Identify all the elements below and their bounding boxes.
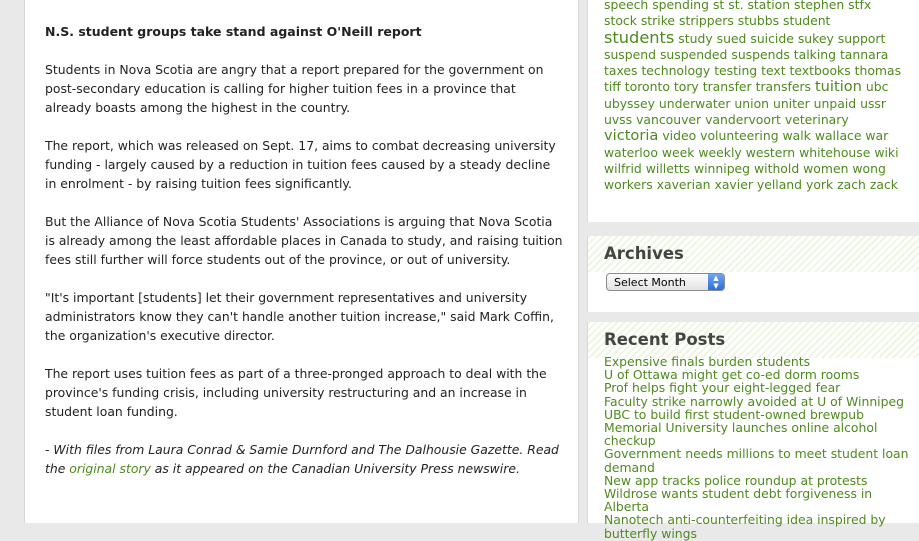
- recent-post-link[interactable]: Memorial University launches online alcohol checkup: [604, 420, 878, 449]
- tag-link[interactable]: suspended: [659, 46, 728, 62]
- recent-post-link[interactable]: Expensive finals burden students: [604, 354, 811, 369]
- recent-posts-panel: [587, 322, 919, 541]
- tag-link[interactable]: suspends: [731, 46, 790, 62]
- tag-link[interactable]: wallace: [814, 128, 862, 144]
- article-title: N.S. student groups take stand against O'Neill report: [45, 24, 422, 39]
- tag-link[interactable]: union: [734, 95, 770, 111]
- recent-posts-header: [588, 322, 919, 358]
- tag-link[interactable]: york: [805, 177, 834, 193]
- tag-link[interactable]: wong: [852, 160, 886, 176]
- tag-link[interactable]: western: [745, 144, 796, 160]
- tag-link[interactable]: xavier: [714, 177, 753, 193]
- tag-link[interactable]: unpaid: [813, 95, 857, 111]
- tag-link[interactable]: strippers: [679, 13, 734, 29]
- archives-month-select[interactable]: [606, 273, 725, 291]
- tag-link[interactable]: zack: [869, 177, 898, 193]
- tag-link[interactable]: wiki: [874, 144, 899, 160]
- original-story-link[interactable]: original story: [69, 461, 151, 476]
- tag-link[interactable]: st: [712, 0, 725, 12]
- tag-link[interactable]: technology: [641, 63, 711, 79]
- tag-link[interactable]: support: [837, 30, 886, 46]
- tag-link[interactable]: speech: [604, 0, 649, 12]
- tag-link[interactable]: victoria: [604, 127, 659, 145]
- tag-link[interactable]: taxes: [604, 63, 638, 79]
- tag-link[interactable]: waterloo: [604, 144, 658, 160]
- tag-link[interactable]: text: [761, 63, 786, 79]
- sidebar: [587, 0, 919, 541]
- tag-link[interactable]: withold: [754, 160, 800, 176]
- tag-link[interactable]: st. station: [728, 0, 791, 12]
- recent-post-link[interactable]: Government needs millions to meet student loan demand: [604, 446, 909, 475]
- tag-link[interactable]: video: [662, 128, 697, 144]
- tag-link[interactable]: thomas: [854, 63, 902, 79]
- tag-link[interactable]: transfers: [755, 79, 811, 95]
- tag-link[interactable]: transfer: [702, 79, 752, 95]
- tag-link[interactable]: spending: [652, 0, 710, 12]
- tag-link[interactable]: tuition: [814, 78, 862, 96]
- tag-link[interactable]: tannara: [839, 46, 889, 62]
- tag-cloud: [604, 0, 904, 194]
- tag-link[interactable]: uvss: [604, 112, 633, 128]
- tag-link[interactable]: toronto: [624, 79, 670, 95]
- archives-panel: [587, 236, 919, 312]
- tag-link[interactable]: stubbs: [737, 13, 780, 29]
- tag-link[interactable]: whitehouse: [799, 144, 871, 160]
- credit-text: - With files from Laura Conrad & Samie Durnford and The Dalhousie Gazette. Read the: [45, 442, 559, 476]
- tag-link[interactable]: strike: [640, 13, 676, 29]
- tag-cloud-panel: [587, 0, 919, 222]
- tag-link[interactable]: veterinary: [784, 112, 849, 128]
- article-credit: [45, 440, 565, 478]
- tag-link[interactable]: women: [803, 160, 849, 176]
- tag-link[interactable]: student: [783, 13, 831, 29]
- tag-link[interactable]: stock: [604, 13, 637, 29]
- tag-link[interactable]: sukey: [797, 30, 834, 46]
- tag-link[interactable]: suspend: [604, 46, 656, 62]
- tag-link[interactable]: talking: [793, 46, 836, 62]
- article-paragraph: The report uses tuition fees as part of a three-pronged approach to deal with the province's funding crisis, including university restructuring and an increase in student loan funding.: [45, 366, 547, 419]
- tag-link[interactable]: war: [865, 128, 889, 144]
- tag-link[interactable]: walk: [782, 128, 811, 144]
- tag-link[interactable]: volunteering: [700, 128, 779, 144]
- tag-link[interactable]: testing: [714, 63, 758, 79]
- tag-link[interactable]: suicide: [750, 30, 794, 46]
- tag-link[interactable]: students: [604, 27, 675, 47]
- article-paragraph: Students in Nova Scotia are angry that a report prepared for the government on post-secondary education is calling for higher tuition fees in a province that already boasts among the highest in the country.: [45, 62, 544, 115]
- tag-link[interactable]: willetts: [645, 160, 691, 176]
- tag-link[interactable]: vandervoort: [705, 112, 781, 128]
- tag-link[interactable]: weekly: [698, 144, 742, 160]
- tag-link[interactable]: vancouver: [636, 112, 702, 128]
- select-arrows-icon: ▲ ▼: [708, 274, 724, 290]
- article-paragraph: But the Alliance of Nova Scotia Students' Associations is arguing that Nova Scotia is already among the least affordable places in Canada to study, and raising tuition fees still further will force students out of the province, or out of university.: [45, 214, 563, 267]
- archives-title: Archives: [604, 244, 684, 263]
- tag-link[interactable]: week: [661, 144, 695, 160]
- tag-link[interactable]: ubc: [865, 79, 889, 95]
- recent-post-link[interactable]: Prof helps fight your eight-legged fear: [604, 380, 841, 396]
- recent-post-link[interactable]: U of Ottawa might get co-ed dorm rooms: [604, 367, 860, 383]
- recent-posts-list: [604, 355, 909, 540]
- tag-link[interactable]: xaverian: [656, 177, 711, 193]
- tag-link[interactable]: wilfrid: [604, 160, 642, 176]
- tag-link[interactable]: ussr: [860, 95, 886, 111]
- tag-link[interactable]: tiff: [604, 79, 621, 95]
- article-paragraph: The report, which was released on Sept. 17, aims to combat decreasing university funding - largely caused by a reduction in tuition fees caused by a steady decline in enrolment - by raising tuition fees significantly.: [45, 138, 556, 191]
- tag-link[interactable]: zach: [837, 177, 866, 193]
- recent-post-link[interactable]: UBC to build first student-owned brewpub: [604, 406, 864, 422]
- tag-link[interactable]: stfx: [848, 0, 872, 12]
- select-value: Select Month: [614, 276, 686, 289]
- recent-post-link[interactable]: Wildrose wants student debt forgiveness in Alberta: [604, 486, 873, 515]
- recent-posts-title: Recent Posts: [604, 330, 726, 349]
- recent-post-link[interactable]: Nanotech anti-counterfeiting idea inspired by butterfly wings: [604, 512, 886, 541]
- tag-link[interactable]: textbooks: [789, 63, 851, 79]
- tag-link[interactable]: underwater: [658, 95, 731, 111]
- tag-link[interactable]: sued: [716, 30, 747, 46]
- tag-link[interactable]: tory: [673, 79, 699, 95]
- recent-post-link[interactable]: Faculty strike narrowly avoided at U of Winnipeg: [604, 393, 904, 409]
- tag-link[interactable]: stephen: [794, 0, 845, 12]
- tag-link[interactable]: yelland: [756, 177, 803, 193]
- tag-link[interactable]: uniter: [772, 95, 810, 111]
- article-paragraph: "It's important [students] let their government representatives and university administrators know they can't handle another tuition increase," said Mark Coffin, the organization's executive director.: [45, 290, 554, 343]
- recent-post-link[interactable]: New app tracks police roundup at protests: [604, 472, 868, 488]
- tag-link[interactable]: winnipeg: [693, 160, 751, 176]
- tag-link[interactable]: workers: [604, 177, 653, 193]
- archives-header: [588, 236, 919, 272]
- article-panel: [24, 0, 579, 523]
- credit-text: as it appeared on the Canadian University Press newswire.: [150, 461, 520, 476]
- tag-link[interactable]: ubyssey: [604, 95, 655, 111]
- tag-link[interactable]: study: [678, 30, 713, 46]
